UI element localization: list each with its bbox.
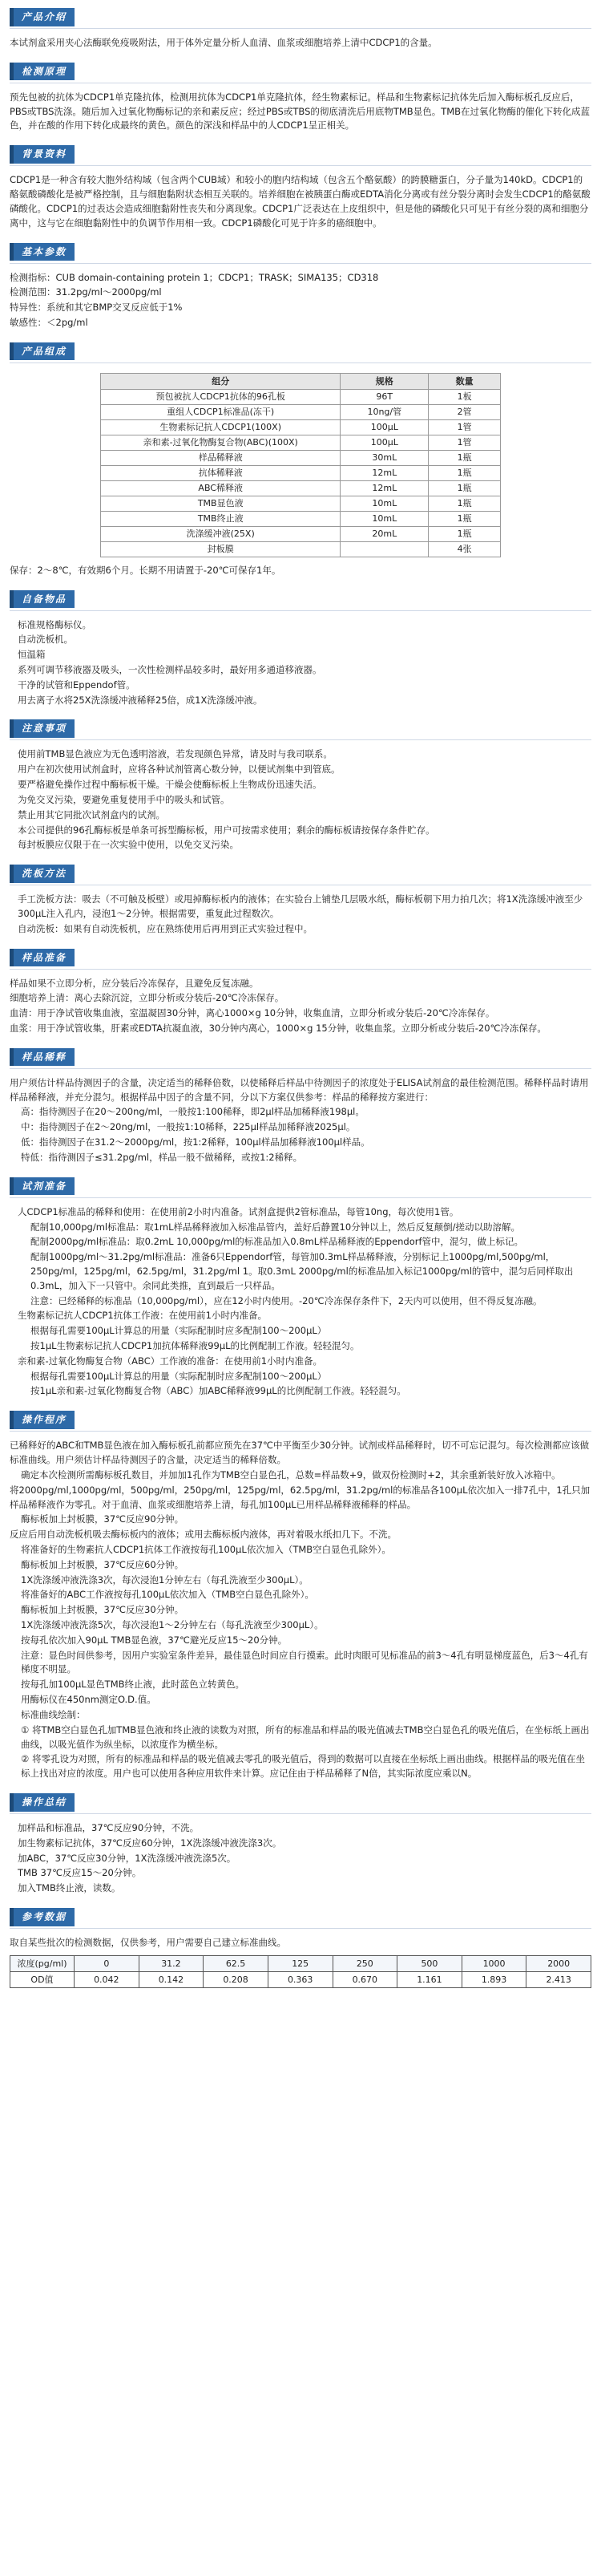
list-item: 将准备好的生物素抗人CDCP1抗体工作液按每孔100μL依次加入（TMB空白显色孔除外）。 [21, 1543, 391, 1555]
component-qty: 1瓶 [429, 496, 501, 511]
section-params [10, 240, 591, 339]
component-name: 重组人CDCP1标准品(冻干) [101, 404, 341, 419]
list-item: 用酶标仪在450nm测定O.D.值。 [21, 1694, 156, 1706]
section-header [10, 1045, 591, 1069]
od-cell: 1.161 [397, 1971, 462, 1987]
list-item: 1X洗涤缓冲液洗涤3次，每次浸泡1分钟左右（每孔洗液至少300μL）。 [21, 1574, 309, 1586]
list-item: 加ABC，37℃反应30分钟，1X洗涤缓冲液洗涤5次。 [18, 1852, 236, 1864]
section-title: 产品组成 [10, 342, 75, 361]
column-header: 规格 [341, 373, 429, 389]
list-item: 1X洗涤缓冲液洗涤5次，每次浸泡1～2分钟左右（每孔洗液至少300μL）。 [21, 1619, 324, 1630]
list-item: 酶标板加上封板膜，37℃反应90分钟。 [21, 1513, 184, 1525]
row-label: OD值 [10, 1971, 75, 1987]
list-item: 配制10,000pg/ml标准品：取1mL样品稀释液加入标准品管内，盖好后静置10分钟以上，然后反复颠倒/搓动以助溶解。 [30, 1221, 521, 1233]
param-line: 检测范围：31.2pg/ml～2000pg/ml [10, 286, 162, 298]
param-line: 检测指标：CUB domain-containing protein 1；CDCP1；TRASK；SIMA135；CD318 [10, 271, 379, 283]
concentration-cell: 1000 [462, 1955, 526, 1971]
section-reference [10, 1905, 591, 1996]
list-item: 特低：指待测因子≤31.2pg/ml，样品一般不做稀释，或按1:2稀释。 [21, 1151, 303, 1163]
list-item: 酶标板加上封板膜，37℃反应30分钟。 [21, 1604, 184, 1616]
table-row [101, 450, 501, 465]
section-title: 试剂准备 [10, 1177, 75, 1196]
list-item: 自动洗板：如果有自动洗板机，应在熟练使用后再用到正式实验过程中。 [18, 922, 313, 934]
component-name: 样品稀释液 [101, 450, 341, 465]
table-row [101, 435, 501, 450]
row-label: 浓度(pg/ml) [10, 1955, 75, 1971]
section-title: 基本参数 [10, 243, 75, 261]
section-reagent-prep [10, 1174, 591, 1408]
component-spec: 96T [341, 389, 429, 404]
table-row [101, 419, 501, 435]
concentration-cell: 31.2 [139, 1955, 204, 1971]
od-cell: 2.413 [526, 1971, 591, 1987]
component-name: TMB显色液 [101, 496, 341, 511]
list-item: 干净的试管和Eppendof管。 [18, 678, 135, 691]
section-header [10, 716, 591, 740]
list-item: 生物素标记抗人CDCP1抗体工作液：在使用前1小时内准备。 [18, 1310, 267, 1322]
table-row [101, 465, 501, 480]
component-qty: 1管 [429, 435, 501, 450]
concentration-cell: 0 [75, 1955, 139, 1971]
component-qty: 2管 [429, 404, 501, 419]
list-item: 每封板膜应仅限于在一次实验中使用，以免交叉污染。 [18, 839, 239, 851]
section-header [10, 339, 591, 363]
component-spec: 10ng/管 [341, 404, 429, 419]
component-qty: 1瓶 [429, 480, 501, 496]
list-item: 配制1000pg/ml～31.2pg/ml标准品：准备6只Eppendorf管，每管加0.3mL样品稀释液，分别标记上1000pg/ml,500pg/ml，250pg/ml，125pg/ml，62.5pg/ml，31.2pg/ml 1。取0.3mL 2000pg/ml的标准品加入标记1000pg/ml的管中，混匀后同样取出0.3mL，加入下一只管中。余同此类推，直到最后一只样品。 [30, 1251, 574, 1291]
list-item: 禁止用其它同批次试剂盒内的试剂。 [18, 808, 165, 820]
list-item: 标准曲线绘制： [21, 1708, 86, 1720]
storage-note: 保存：2～8℃，有效期6个月。长期不用请置于-20℃可保存1年。 [10, 564, 281, 576]
component-name: 预包被抗人CDCP1抗体的96孔板 [101, 389, 341, 404]
table-row [10, 1955, 591, 1971]
section-background [10, 142, 591, 239]
table-header-row [101, 373, 501, 389]
concentration-cell: 500 [397, 1955, 462, 1971]
list-item: 用去离子水将25X洗涤缓冲液稀释25倍，成1X洗涤缓冲液。 [18, 694, 263, 706]
section-title: 洗板方法 [10, 865, 75, 883]
section-header [10, 587, 591, 611]
list-item: 使用前TMB显色液应为无色透明溶液，若发现颜色异常，请及时与我司联系。 [18, 748, 333, 760]
list-item: 用户须估计样品待测因子的含量，决定适当的稀释倍数，以使稀释后样品中待测因子的浓度处于ELISA试剂盒的最佳检测范围。稀释样品时请用样品稀释液，并充分混匀。根据样品中因子的含量不同，分以下方案仅供参考：样品的稀释按方案进行： [10, 1076, 589, 1103]
list-item: 配制2000pg/ml标准品：取0.2mL 10,000pg/ml的标准品加入0.8mL样品稀释液的Eppendorf管中，混匀，做上标记。 [30, 1236, 524, 1248]
concentration-cell: 125 [268, 1955, 333, 1971]
section-title: 样品准备 [10, 949, 75, 967]
component-spec: 100μL [341, 435, 429, 450]
section-header [10, 1905, 591, 1929]
list-item: 按1μL生物素标记抗人CDCP1加抗体稀释液99μL的比例配制工作液。轻轻混匀。 [30, 1340, 360, 1351]
list-item: 手工洗板方法：吸去（不可触及板壁）或甩掉酶标板内的液体；在实验台上铺垫几层吸水纸，酶标板朝下用力拍几次；将1X洗涤缓冲液至少300μL注入孔内，浸泡1～2分钟。根据需要，重复此过程数次。 [18, 893, 583, 919]
param-line: 敏感性：＜2pg/ml [10, 316, 88, 328]
list-item: 血浆：用于净试管收集，肝素或EDTA抗凝血液，30分钟内离心，1000×g 15分钟，收集血浆。立即分析或分装后-20℃冷冻保存。 [10, 1023, 547, 1034]
section-wash [10, 861, 591, 945]
table-row [101, 541, 501, 557]
list-item: 血清：用于净试管收集血液，室温凝固30分钟，离心1000×g 10分钟，收集血清，立即分析或分装后-20℃冷冻保存。 [10, 1007, 495, 1019]
list-item: 自动洗板机。 [18, 634, 73, 646]
list-item: 按1μL亲和素-过氧化物酶复合物（ABC）加ABC稀释液99μL的比例配制工作液。轻轻混匀。 [30, 1385, 406, 1397]
component-qty: 4张 [429, 541, 501, 557]
list-item: 标准规格酶标仪。 [18, 618, 91, 630]
component-spec: 12mL [341, 465, 429, 480]
component-name: 洗涤缓冲液(25X) [101, 526, 341, 541]
component-qty: 1瓶 [429, 526, 501, 541]
section-notes [10, 716, 591, 861]
table-row [101, 526, 501, 541]
list-item: 系列可调节移液器及吸头，一次性检测样品较多时，最好用多通道移液器。 [18, 664, 322, 675]
list-item: 低：指待测因子在31.2～2000pg/ml，按1:2稀释，100μl样品加稀释液100μl样品。 [21, 1136, 370, 1148]
section-dilution [10, 1045, 591, 1174]
intro-text: 本试剂盒采用夹心法酶联免疫吸附法，用于体外定量分析人血清、血浆或细胞培养上清中CDCP1的含量。 [10, 37, 438, 48]
section-title: 检测原理 [10, 63, 75, 81]
component-name: ABC稀释液 [101, 480, 341, 496]
list-item: 根据每孔需要100μL计算总的用量（实际配制时应多配制100～200μL） [30, 1325, 327, 1337]
list-item: 将准备好的ABC工作液按每孔100μL依次加入（TMB空白显色孔除外）。 [21, 1589, 314, 1601]
concentration-cell: 2000 [526, 1955, 591, 1971]
section-title: 产品介绍 [10, 8, 75, 26]
section-title: 操作总结 [10, 1793, 75, 1812]
component-spec: 30mL [341, 450, 429, 465]
list-item: 加生物素标记抗体，37℃反应60分钟，1X洗涤缓冲液洗涤3次。 [18, 1837, 282, 1849]
list-item: 将2000pg/ml,1000pg/ml，500pg/ml，250pg/ml，125pg/ml，62.5pg/ml，31.2pg/ml的标准品各100μL依次加入一排7孔中，1孔只加样品稀释液作为零孔。对于血清、血浆或细胞培养上清，每孔加100μL已用样品稀释液稀释的样品。 [10, 1484, 591, 1510]
list-item: 加样品和标准品，37℃反应90分钟，不洗。 [18, 1821, 200, 1833]
list-item: 注意：已经稀释的标准品（10,000pg/ml），应在12小时内使用。-20℃冷冻保存条件下，2天内可以使用，但不得反复冻融。 [30, 1294, 543, 1306]
list-item: 确定本次检测所需酶标板孔数目，并加加1孔作为TMB空白显色孔，总数=样品数+9，做双份检测时+2，其余重新装好放入冰箱中。 [21, 1468, 561, 1480]
section-principle [10, 59, 591, 142]
section-header [10, 142, 591, 166]
section-title: 样品稀释 [10, 1048, 75, 1067]
section-title: 操作程序 [10, 1411, 75, 1429]
list-item: 细胞培养上清：离心去除沉淀，立即分析或分装后-20℃冷冻保存。 [10, 992, 284, 1004]
section-title: 背景资料 [10, 145, 75, 164]
list-item: 亲和素-过氧化物酶复合物（ABC）工作液的准备：在使用前1小时内准备。 [18, 1355, 323, 1367]
component-spec: 12mL [341, 480, 429, 496]
list-item: ① 将TMB空白显色孔加TMB显色液和终止液的读数为对照，所有的标准品和样品的吸光值减去TMB空白显色孔的吸光值后，在坐标纸上画出曲线，以吸光值作为纵坐标，以浓度作为横坐标。 [21, 1723, 590, 1750]
list-item: 酶标板加上封板膜，37℃反应60分钟。 [21, 1558, 184, 1570]
section-header [10, 1174, 591, 1198]
component-spec: 100μL [341, 419, 429, 435]
section-title: 注意事项 [10, 719, 75, 738]
section-sample-prep [10, 946, 591, 1045]
od-cell: 0.208 [204, 1971, 268, 1987]
list-item: 中：指待测因子在2～20ng/ml，一般按1:10稀释，225μl样品加稀释液2025μl。 [21, 1121, 356, 1133]
list-item: 加入TMB终止液，读数。 [18, 1882, 121, 1894]
section-procedure [10, 1407, 591, 1790]
section-intro [10, 5, 591, 59]
section-header [10, 861, 591, 885]
component-qty: 1瓶 [429, 511, 501, 526]
component-qty: 1板 [429, 389, 501, 404]
component-spec [341, 541, 429, 557]
component-spec: 20mL [341, 526, 429, 541]
component-name: 亲和素-过氧化物酶复合物(ABC)(100X) [101, 435, 341, 450]
list-item: 用户在初次使用试剂盒时，应将各种试剂管离心数分钟，以便试剂集中到管底。 [18, 763, 341, 776]
component-qty: 1管 [429, 419, 501, 435]
section-title: 参考数据 [10, 1908, 75, 1926]
component-name: 抗体稀释液 [101, 465, 341, 480]
column-header: 数量 [429, 373, 501, 389]
list-item: 本公司提供的96孔酶标板是单条可拆型酶标板，用户可按需求使用；剩余的酶标板请按保存条件贮存。 [18, 824, 435, 836]
section-header [10, 59, 591, 83]
list-item: 根据每孔需要100μL计算总的用量（实际配制时应多配制100～200μL） [30, 1370, 327, 1382]
component-name: TMB终止液 [101, 511, 341, 526]
component-name: 生物素标记抗人CDCP1(100X) [101, 419, 341, 435]
list-item: 样品如果不立即分析，应分装后冷冻保存，且避免反复冻融。 [10, 977, 259, 989]
list-item: 高：指待测因子在20～200ng/ml，一般按1:100稀释，即2μl样品加稀释液198μl。 [21, 1106, 365, 1118]
list-item: TMB 37℃反应15～20分钟。 [18, 1867, 142, 1879]
list-item: 要严格避免操作过程中酶标板干燥。干燥会使酶标板上生物成份迅速失活。 [18, 779, 322, 791]
od-cell: 0.363 [268, 1971, 333, 1987]
section-self-prep [10, 587, 591, 717]
section-header [10, 946, 591, 970]
principle-text: 预先包被的抗体为CDCP1单克隆抗体，检测用抗体为CDCP1单克隆抗体，经生物素标记。样品和生物素标记抗体先后加入酶标板孔反应后，PBS或TBS洗涤。随后加入过氧化物酶标记的亲和素反应；经过PBS或TBS的彻底清洗后用底物TMB显色。TMB在过氧化物酶的催化下转化成蓝色，并在酸的作用下转化成最终的黄色。颜色的深浅和样品中的人CDCP1呈正相关。 [10, 91, 591, 132]
component-qty: 1瓶 [429, 465, 501, 480]
components-table [100, 373, 501, 557]
section-header [10, 5, 591, 29]
od-cell: 0.670 [333, 1971, 397, 1987]
list-item: 已稀释好的ABC和TMB显色液在加入酶标板孔前都应预先在37℃中平衡至少30分钟。试剂或样品稀释时，切不可忘记混匀。每次检测都应该做标准曲线。用户须估计样品待测因子的含量，决定适当的稀释倍数。 [10, 1440, 590, 1466]
list-item: 反应后用自动洗板机吸去酶标板内的液体；或用去酶标板内液体，再对着吸水纸扣几下。不洗。 [10, 1529, 397, 1541]
reference-intro: 取自某些批次的检测数据，仅供参考，用户需要自己建立标准曲线。 [10, 1937, 286, 1948]
param-line: 特异性：系统和其它BMP交叉反应低于1% [10, 302, 183, 314]
section-components [10, 339, 591, 587]
list-item: 为免交叉污染，要避免重复使用手中的吸头和试管。 [18, 793, 230, 805]
section-header [10, 1407, 591, 1432]
od-cell: 0.142 [139, 1971, 204, 1987]
table-row [10, 1971, 591, 1987]
table-row [101, 480, 501, 496]
section-header [10, 1790, 591, 1814]
section-header [10, 240, 591, 264]
background-text: CDCP1是一种含有较大胞外结构域（包含两个CUB域）和较小的胞内结构域（包含五个酪氨酸）的跨膜糖蛋白，分子量为140kD。CDCP1的酪氨酸磷酸化是被严格控制，且与细胞黏附状态相互关联的。培养细胞在被胰蛋白酶或EDTA消化分离或有丝分裂分离时会发生CDCP1的酪氨酸磷酸化。CDCP1的过表达会造成细胞黏附性丧失和分离现象。CDCP1广泛表达在上皮组织中，但是他的磷酸化只可见于有丝分裂的离和细胞分离中，这与它在细胞黏附性中的负调节作用相一致。CDCP1磷酸化可见于许多的癌细胞中。 [10, 174, 591, 229]
component-spec: 10mL [341, 496, 429, 511]
table-row [101, 389, 501, 404]
list-item: 注意：显色时间供参考，因用户实验室条件差异，最佳显色时间应自行摸索。此时肉眼可见标准品的前3～4孔有明显梯度蓝色，后3～4孔有梯度不明显。 [21, 1649, 588, 1675]
reference-table [10, 1955, 591, 1988]
section-summary [10, 1790, 591, 1905]
list-item: ② 将零孔设为对照，所有的标准品和样品的吸光值减去零孔的吸光值后，得到的数据可以直接在坐标纸上画出曲线。根据样品的吸光值在坐标上找出对应的浓度。用户也可以使用各种应用软件来计算。应记住由于样品稀释了N倍，其实际浓度应乘以N。 [21, 1753, 585, 1780]
column-header: 组分 [101, 373, 341, 389]
list-item: 按每孔依次加入90μL TMB显色液，37℃避光反应15～20分钟。 [21, 1634, 288, 1646]
component-qty: 1瓶 [429, 450, 501, 465]
od-cell: 1.893 [462, 1971, 526, 1987]
table-row [101, 511, 501, 526]
list-item: 人CDCP1标准品的稀释和使用：在使用前2小时内准备。试剂盒提供2管标准品，每管10ng，每次使用1管。 [18, 1205, 459, 1217]
section-title: 自备物品 [10, 590, 75, 609]
component-name: 封板膜 [101, 541, 341, 557]
list-item: 恒温箱 [18, 649, 46, 661]
list-item: 按每孔加100μL显色TMB终止液，此时蓝色立转黄色。 [21, 1679, 245, 1691]
table-row [101, 404, 501, 419]
table-row [101, 496, 501, 511]
od-cell: 0.042 [75, 1971, 139, 1987]
component-spec: 10mL [341, 511, 429, 526]
concentration-cell: 250 [333, 1955, 397, 1971]
concentration-cell: 62.5 [204, 1955, 268, 1971]
